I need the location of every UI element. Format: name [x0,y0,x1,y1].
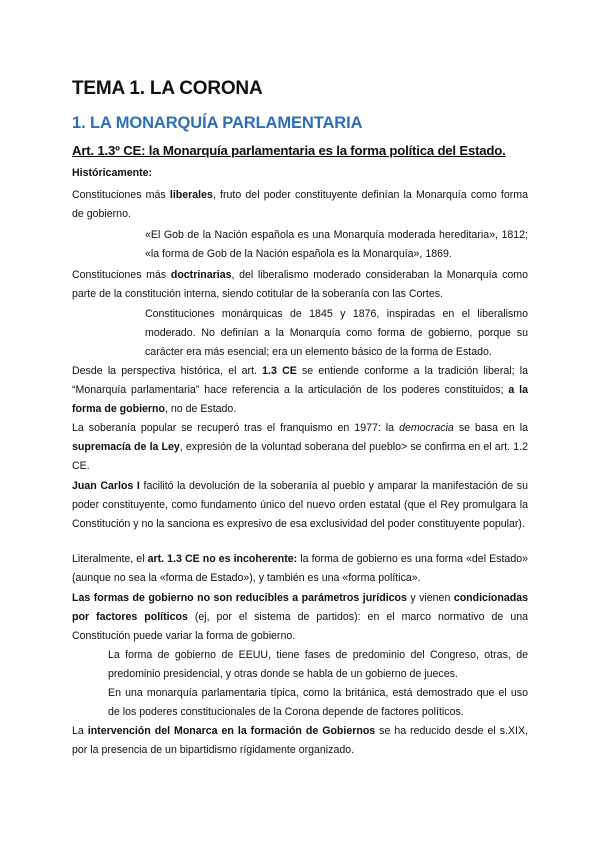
historic-label: Históricamente: [72,167,153,179]
paragraph-liberales: Constituciones más liberales, fruto del poder constituyente definían la Monarquía como forma de gobierno. [72,189,528,220]
paragraph-intervencion: La intervención del Monarca en la formación de Gobiernos se ha reducido desde el s.XIX, por la presencia de un bipartidismo rígidamente organizado. [72,725,528,756]
section-heading: 1. LA MONARQUÍA PARLAMENTARIA [72,114,363,132]
quote-britanica: En una monarquía parlamentaria típica, como la británica, está demostrado que el uso de los poderes constitucionales de la Corona depende de factores políticos. [108,687,528,718]
article-subheading: Art. 1.3º CE: la Monarquía parlamentaria es la forma política del Estado. [72,143,506,158]
page-title: TEMA 1. LA CORONA [72,78,263,99]
quote-1812-1869: «El Gob de la Nación española es una Monarquía moderada hereditaria», 1812; «la forma de Gob de la Nación española es la Monarquía», 1869. [145,229,528,260]
paragraph-formas-gobierno: Las formas de gobierno no son reducibles a parámetros jurídicos y vienen condicionadas por factores políticos (ej, por el sistema de partidos): en el marco normativo de una Constitución puede variar la forma de gobierno. [72,592,528,642]
quote-eeuu: La forma de gobierno de EEUU, tiene fases de predominio del Congreso, otras, de predominio presidencial, y otras donde se habla de un gobierno de jueces. [108,649,528,680]
quote-1845-1876: Constituciones monárquicas de 1845 y 1876, inspiradas en el liberalismo moderado. No definían a la Monarquía como forma de gobierno, porque su carácter era más esencial; era un elemento básico de la forma de Estado. [145,308,528,358]
paragraph-literalmente: Literalmente, el art. 1.3 CE no es incoherente: la forma de gobierno es una forma «del Estado» (aunque no sea la «forma de Estado»), y también es una «forma política». [72,553,528,584]
paragraph-soberania: La soberanía popular se recuperó tras el franquismo en 1977: la democracia se basa en la supremacía de la Ley, expresión de la voluntad soberana del pueblo> se confirma en el art. 1.2 CE. [72,422,529,472]
paragraph-juan-carlos: Juan Carlos I facilitó la devolución de la soberanía al pueblo y amparar la manifestación de su poder constituyente, como fundamento único del nuevo orden estatal (que el Rey promulgara la Constitución y no la sanciona es expresivo de esa exclusividad del poder constituyente popular). [72,480,528,530]
paragraph-perspectiva: Desde la perspectiva histórica, el art. 1.3 CE se entiende conforme a la tradición liberal; la “Monarquía parlamentaria” hace referencia a la articulación de los poderes constituidos; a la forma de gobierno, no de Estado. [72,365,528,415]
paragraph-doctrinarias: Constituciones más doctrinarias, del liberalismo moderado consideraban la Monarquía como parte de la constitución interna, siendo cotitular de la soberanía con las Cortes. [72,269,528,300]
